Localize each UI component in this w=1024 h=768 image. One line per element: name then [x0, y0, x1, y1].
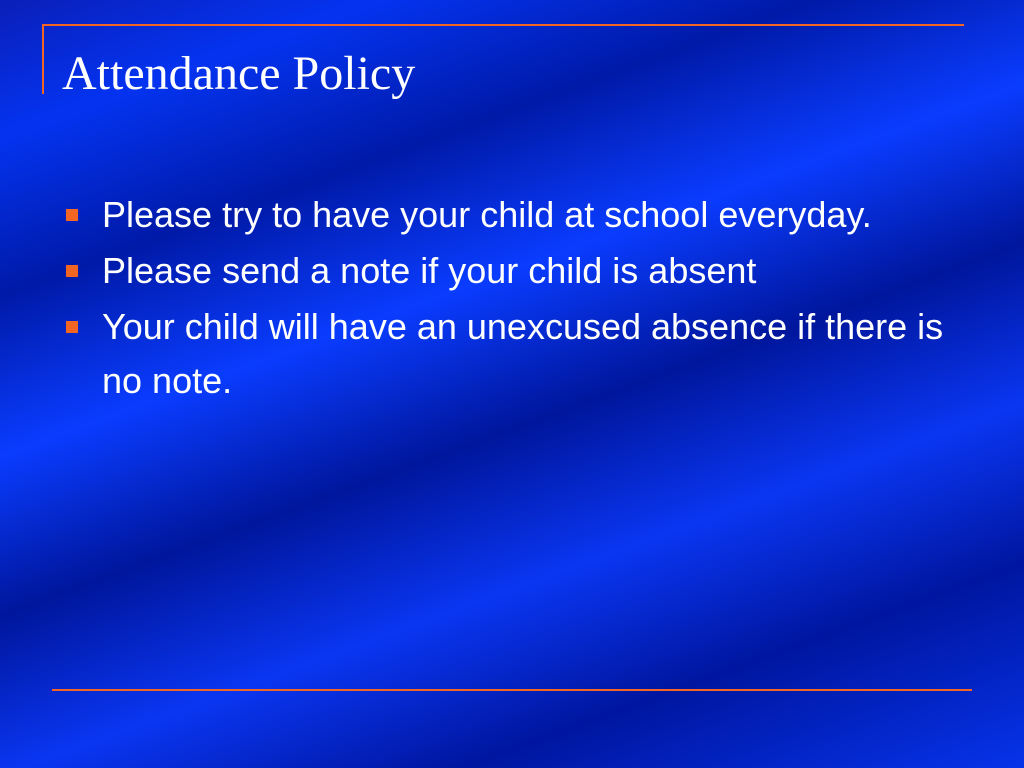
- square-bullet-icon: [66, 265, 78, 277]
- bullet-text: Please send a note if your child is absent: [102, 250, 757, 291]
- left-accent-line: [42, 24, 44, 94]
- bullet-item: [64, 300, 964, 408]
- bullet-item: [64, 188, 964, 242]
- slide-title: Attendance Policy: [62, 47, 416, 100]
- bullet-text: Please try to have your child at school everyday.: [102, 194, 872, 235]
- bullet-item: [64, 244, 964, 298]
- bullet-text: Your child will have an unexcused absence if there is no note.: [102, 306, 944, 401]
- square-bullet-icon: [66, 321, 78, 333]
- bottom-accent-line: [52, 689, 972, 691]
- square-bullet-icon: [66, 209, 78, 221]
- top-accent-line: [42, 24, 964, 26]
- bullet-list: [64, 188, 964, 410]
